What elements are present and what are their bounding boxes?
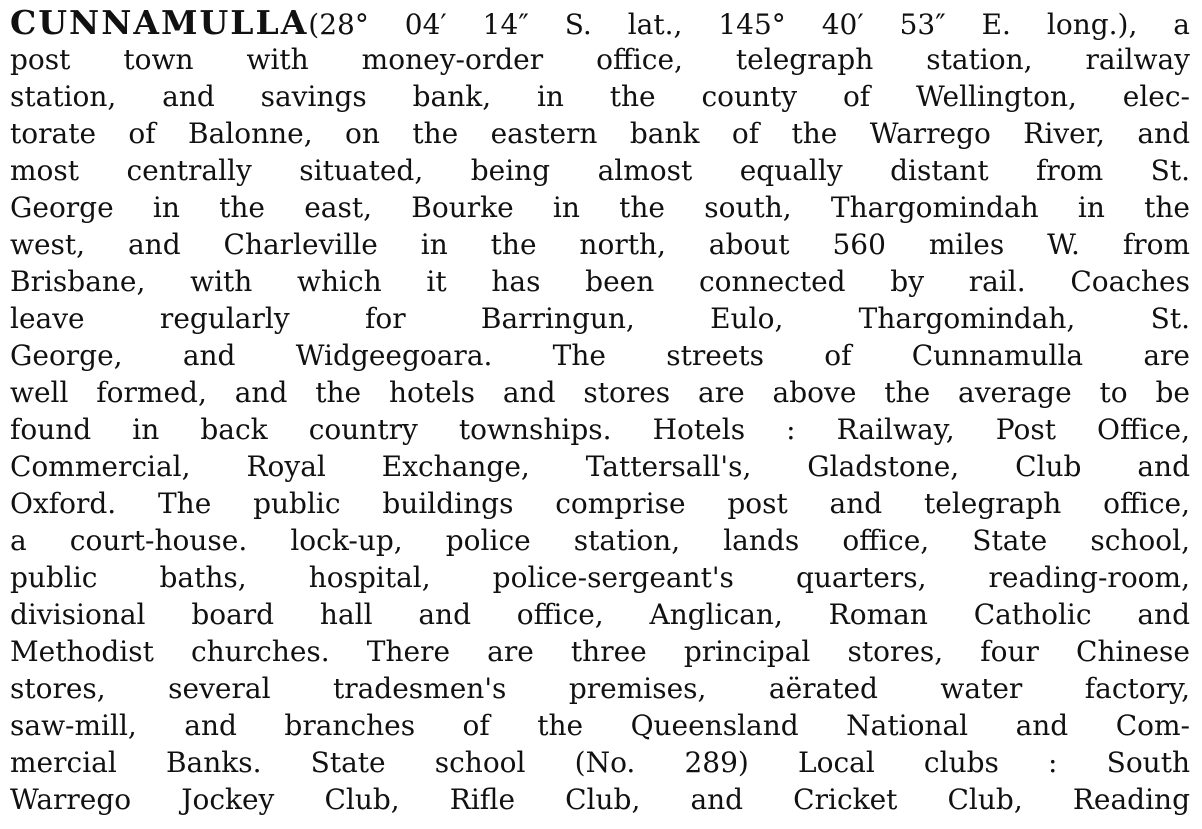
text-line: a court-house. lock-up, police station, lands office, State school, [10,524,1190,557]
text-line: divisional board hall and office, Anglican, Roman Catholic and [10,598,1190,631]
entry-text [10,4,1190,818]
text-line: found in back country townships. Hotels : Railway, Post Office, [10,413,1190,446]
text-line: well formed, and the hotels and stores are above the average to be [10,376,1190,409]
text-line: George in the east, Bourke in the south, Thargomindah in the [10,191,1190,224]
text-line: Brisbane, with which it has been connected by rail. Coaches [10,265,1190,298]
text-line: George, and Widgeegoara. The streets of Cunnamulla are [10,339,1190,372]
text-line: Methodist churches. There are three principal stores, four Chinese [10,635,1190,668]
text-line: Warrego Jockey Club, Rifle Club, and Cricket Club, Reading [10,783,1190,816]
text-line: Oxford. The public buildings comprise post and telegraph office, [10,487,1190,520]
text-line: saw-mill, and branches of the Queensland National and Com- [10,709,1190,742]
text-line: leave regularly for Barringun, Eulo, Thargomindah, St. [10,302,1190,335]
text-line: post town with money-order office, telegraph station, railway [10,43,1190,76]
text-line: most centrally situated, being almost equally distant from St. [10,154,1190,187]
text-line: station, and savings bank, in the county of Wellington, elec- [10,80,1190,113]
entry-headword: CUNNAMULLA [10,4,309,41]
text-line: mercial Banks. State school (No. 289) Local clubs : South [10,746,1190,779]
text-line [10,4,1190,41]
text-line: stores, several tradesmen's premises, aërated water factory, [10,672,1190,705]
text-line: torate of Balonne, on the eastern bank of the Warrego River, and [10,117,1190,150]
text-line: west, and Charleville in the north, about 560 miles W. from [10,228,1190,261]
line-text: (28° 04′ 14″ S. lat., 145° 40′ 53″ E. long.), a [308,8,1190,41]
text-line: public baths, hospital, police-sergeant's quarters, reading-room, [10,561,1190,594]
text-line: Commercial, Royal Exchange, Tattersall's, Gladstone, Club and [10,450,1190,483]
